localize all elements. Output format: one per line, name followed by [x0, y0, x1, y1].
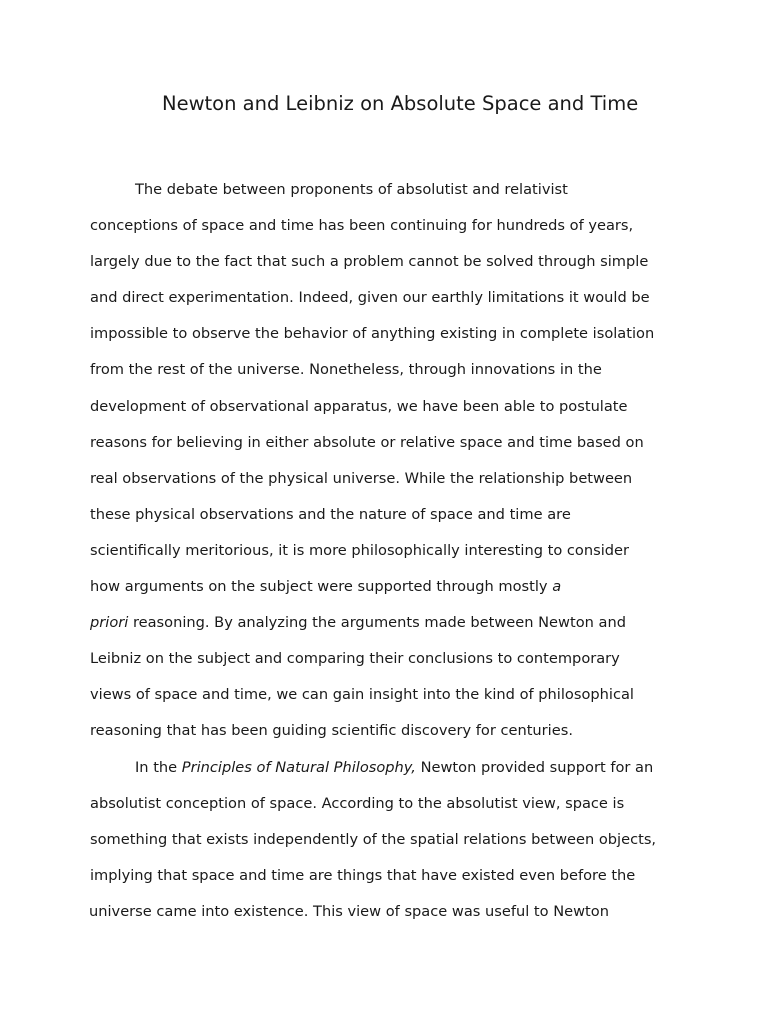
text-line: real observations of the physical universe. While the relationship between — [90, 469, 633, 487]
text-line — [90, 750, 690, 786]
text-line: scientifically meritorious, it is more philosophically interesting to consider — [90, 541, 629, 559]
document-title: Newton and Leibniz on Absolute Space and Time — [162, 92, 639, 115]
text-line: from the rest of the universe. Nonetheless, through innovations in the — [90, 361, 602, 379]
text-line: and direct experimentation. Indeed, given our earthly limitations it would be — [90, 289, 650, 307]
italic-text: Principles of Natural Philosophy, — [181, 758, 416, 776]
text-line — [90, 569, 690, 605]
text-line: The debate between proponents of absolutist and relativist — [135, 181, 568, 198]
text-line: conceptions of space and time has been continuing for hundreds of years, — [90, 217, 634, 235]
text-line: something that exists independently of the spatial relations between objects, — [90, 830, 657, 848]
text-line: reasons for believing in either absolute or relative space and time based on — [90, 433, 644, 451]
document-body — [90, 172, 690, 930]
text-line: Leibniz on the subject and comparing their conclusions to contemporary — [90, 650, 620, 668]
text-segment: In the — [135, 758, 182, 776]
text-segment: how arguments on the subject were supported through mostly — [90, 578, 553, 596]
text-line: reasoning that has been guiding scientific discovery for centuries. — [90, 722, 573, 740]
paragraph-1 — [90, 172, 690, 750]
text-line: impossible to observe the behavior of anything existing in complete isolation — [90, 325, 655, 343]
italic-text: a — [552, 578, 562, 596]
text-segment: reasoning. By analyzing the arguments made between Newton and — [128, 614, 626, 632]
text-line: implying that space and time are things that have existed even before the — [90, 866, 636, 884]
text-line: development of observational apparatus, we have been able to postulate — [90, 397, 628, 415]
text-line — [90, 605, 690, 641]
text-line: absolutist conception of space. According to the absolutist view, space is — [90, 794, 625, 812]
italic-text: priori — [90, 614, 129, 632]
paragraph-2 — [90, 750, 690, 930]
text-line: these physical observations and the nature of space and time are — [90, 505, 571, 523]
text-segment: Newton provided support for an — [415, 758, 654, 776]
text-line: universe came into existence. This view of space was useful to Newton — [89, 902, 609, 920]
text-line: views of space and time, we can gain insight into the kind of philosophical — [90, 686, 634, 704]
text-line: largely due to the fact that such a problem cannot be solved through simple — [90, 253, 649, 271]
